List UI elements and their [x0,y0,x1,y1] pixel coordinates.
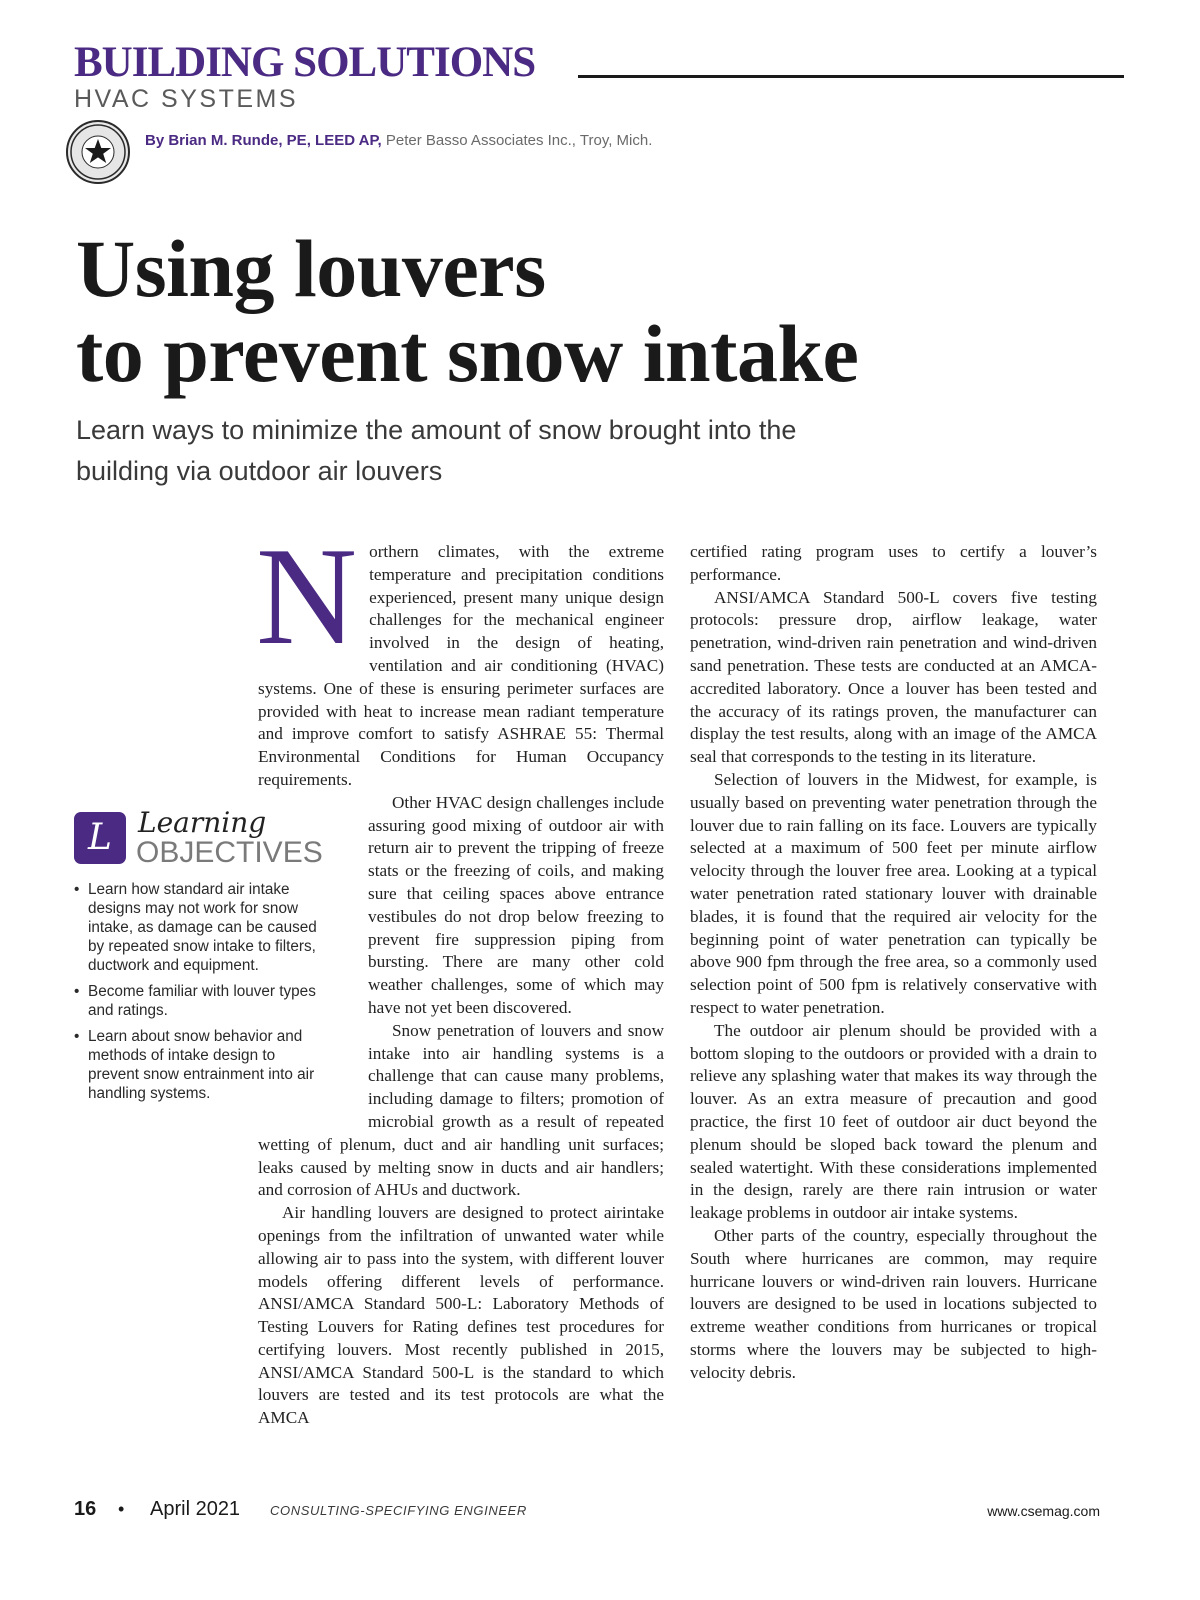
headline [76,223,859,399]
objectives-list [74,880,324,1110]
issue-date: April 2021 [150,1498,241,1520]
learning-heading: Learning [138,806,267,839]
header-rule [578,75,1124,78]
byline [145,131,652,151]
section-subtitle: HVAC SYSTEMS [74,85,299,113]
footer-bullet: • [118,1499,125,1519]
list-item: • Learn how standard air intake designs may not work for snow intake, as damage can be caused by repeated snow intake to filters, ductwork and equipment. [74,880,324,975]
page-number: 16 [74,1498,97,1520]
list-item: • Learn about snow behavior and methods of intake design to prevent snow entrainment into air handling systems. [74,1027,324,1103]
dropcap: N [256,519,358,674]
section-title: BUILDING SOLUTIONS [74,39,536,86]
paragraph-2: Other HVAC design challenges include assuring good mixing of outdoor air with return air to prevent the tripping of freeze stats or the freezing of coils, and making sure that ceiling spaces above entrance vestibules do not drop below freezing to prevent fire suppression piping from bursting. There are many other cold weather challenges, some of which may have not yet been discovered. [368,792,664,1017]
paragraph-6: ANSI/AMCA Standard 500-L covers five testing protocols: pressure drop, airflow leakage, water penetration, wind-driven rain penetration and wind-driven sand penetration. These tests are conducted at an AMCA-accredited laboratory. Once a louver has been tested and the accuracy of its ratings proven, the manufacturer can display the test results, along with an image of the AMCA seal that corresponds to the testing in its literature. [690,587,1097,767]
author-name: Brian M. Runde, PE, LEED AP, [168,132,382,149]
headline-line-1: Using louvers [76,223,546,314]
paragraph-5: certified rating program uses to certify a louver’s performance. [690,542,1097,584]
paragraph-4: Air handling louvers are designed to protect airintake openings from the infiltration of unwanted water while allowing air to pass into the system, with different louver models offering different levels of performance. ANSI/AMCA Standard 500-L: Laboratory Methods of Testing Louvers for Rating defines test procedures for certifying louvers. Most recently published in 2015, ANSI/AMCA Standard 500-L is the standard to which louvers are tested and its test protocols are what the AMCA [258,1203,664,1428]
list-item: • Become familiar with louver types and ratings. [74,982,324,1020]
headline-line-2: to prevent snow intake [76,308,859,399]
learning-objectives-icon: L [74,812,126,864]
magazine-name: CONSULTING-SPECIFYING ENGINEER [270,1503,527,1518]
paragraph-8: The outdoor air plenum should be provided with a bottom sloping to the outdoors or provided with a drain to relieve any splashing water that makes its way through the louver. As an extra measure of precaution and good practice, the first 10 feet of outdoor air duct beyond the plenum should be sloped back toward the plenum and sealed watertight. With these considerations implemented in the design, rarely are there rain intrusion or water leakage problems in outdoor air intake systems. [690,1020,1097,1223]
peer-reviewed-badge-icon [66,120,130,184]
paragraph-3: Snow penetration of louvers and snow intake into air handling systems is a challenge that can cause many problems, including damage to filters; promotion of microbial growth as a result of repeated wetting of plenum, duct and air handling unit surfaces; leaks caused by melting snow in ducts and air handlers; and corrosion of AHUs and ductwork. [258,1020,664,1200]
deck: Learn ways to minimize the amount of snow brought into the building via outdoor air louvers [76,415,797,486]
byline-prefix: By [145,132,169,149]
paragraph-9: Other parts of the country, especially throughout the South where hurricanes are common, may require hurricane louvers or wind-driven rain louvers. Hurricane louvers are designed to be used in locations subjected to extreme weather conditions from hurricanes or tropical storms where the louvers may be subjected to high-velocity debris. [690,1225,1097,1382]
body-column-right [690,541,1097,1384]
paragraph-7: Selection of louvers in the Midwest, for example, is usually based on preventing water penetration through the louver due to rain falling on its face. Louvers are typically selected at a maximum of 500 feet per minute airflow velocity through the louver free area. Looking at a typical water penetration rated stationary louver with drainable blades, it is found that the required air velocity for the beginning point of water penetration can typically be above 900 fpm through the free area, so a commonly used selection point of 500 fpm is relatively conservative with respect to water penetration. [690,769,1097,1017]
magazine-url[interactable]: www.csemag.com [987,1503,1100,1519]
author-affiliation: Peter Basso Associates Inc., Troy, Mich. [381,132,653,149]
paragraph-1: orthern climates, with the extreme temperature and precipitation conditions experienced, present many unique design challenges for the mechanical engineer involved in the design of heating, ventilation and air conditioning (HVAC) systems. One of these is ensuring perimeter surfaces are provided with heat to increase mean radiant temperature and improve comfort to satisfy ASHRAE 55: Thermal Environmental Conditions for Human Occupancy requirements. [258,542,664,789]
objectives-heading: OBJECTIVES [136,836,323,869]
